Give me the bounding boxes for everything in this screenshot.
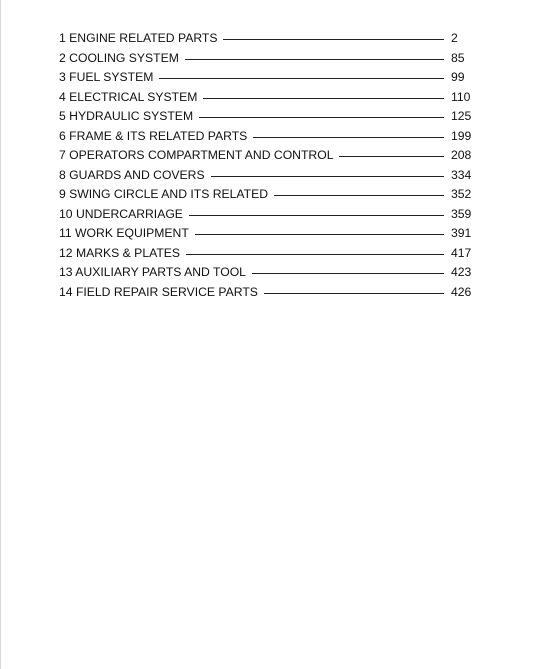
toc-entry[interactable] <box>59 205 479 225</box>
toc-leader-line <box>211 176 444 177</box>
toc-entry[interactable] <box>59 29 479 49</box>
toc-entry-page: 110 <box>451 89 471 104</box>
toc-entry-title: 8 GUARDS AND COVERS <box>59 167 205 182</box>
toc-entry-page: 85 <box>451 50 465 65</box>
toc-entry[interactable] <box>59 88 479 108</box>
toc-entry-title: 3 FUEL SYSTEM <box>59 70 154 84</box>
toc-leader-line <box>203 98 444 99</box>
toc-leader-line <box>186 254 444 255</box>
toc-entry-page: 199 <box>451 128 472 143</box>
toc-entry[interactable] <box>59 49 479 69</box>
toc-entry-page: 423 <box>451 265 472 279</box>
toc-leader-line <box>159 78 444 79</box>
toc-entry-title: 11 WORK EQUIPMENT <box>59 226 189 240</box>
toc-entry[interactable] <box>59 244 479 264</box>
toc-leader-line <box>339 156 444 157</box>
toc-entry-page: 334 <box>451 167 472 182</box>
toc-entry-title: 14 FIELD REPAIR SERVICE PARTS <box>59 284 258 299</box>
toc-entry-page: 99 <box>451 70 465 84</box>
toc-entry-title: 9 SWING CIRCLE AND ITS RELATED <box>59 187 269 201</box>
toc-entry[interactable] <box>59 68 479 88</box>
toc-leader-line <box>199 117 444 118</box>
toc-leader-line <box>189 215 444 216</box>
toc-entry-page: 417 <box>451 245 472 260</box>
toc-leader-line <box>195 234 444 235</box>
toc-entry-page: 208 <box>451 148 472 162</box>
toc-entry-title: 2 COOLING SYSTEM <box>59 50 179 65</box>
toc-entry-title: 5 HYDRAULIC SYSTEM <box>59 109 194 123</box>
toc-entry[interactable] <box>59 185 479 205</box>
toc-entry-page: 391 <box>451 226 472 240</box>
toc-entry-page: 125 <box>451 109 472 123</box>
toc-leader-line <box>223 39 444 40</box>
toc-entry[interactable] <box>59 166 479 186</box>
toc-entry-page: 2 <box>451 31 458 45</box>
toc-leader-line <box>252 273 444 274</box>
toc-entry-title: 4 ELECTRICAL SYSTEM <box>59 89 198 104</box>
toc-leader-line <box>185 59 444 60</box>
toc-leader-line <box>274 195 444 196</box>
toc-entry-title: 13 AUXILIARY PARTS AND TOOL <box>59 265 246 279</box>
toc-entry-title: 12 MARKS & PLATES <box>59 245 181 260</box>
toc-entry[interactable] <box>59 263 479 283</box>
toc-entry[interactable] <box>59 146 479 166</box>
toc-entry-page: 426 <box>451 284 472 299</box>
table-of-contents <box>59 29 479 302</box>
toc-leader-line <box>264 293 444 294</box>
toc-leader-line <box>253 137 444 138</box>
toc-entry[interactable] <box>59 283 479 303</box>
toc-entry-page: 352 <box>451 187 472 201</box>
toc-entry-title: 6 FRAME & ITS RELATED PARTS <box>59 128 248 143</box>
toc-entry[interactable] <box>59 107 479 127</box>
toc-entry-title: 7 OPERATORS COMPARTMENT AND CONTROL <box>59 148 334 162</box>
toc-entry[interactable] <box>59 224 479 244</box>
toc-entry-title: 1 ENGINE RELATED PARTS <box>59 31 218 45</box>
toc-entry-page: 359 <box>451 206 472 221</box>
toc-entry[interactable] <box>59 127 479 147</box>
toc-entry-title: 10 UNDERCARRIAGE <box>59 206 183 221</box>
